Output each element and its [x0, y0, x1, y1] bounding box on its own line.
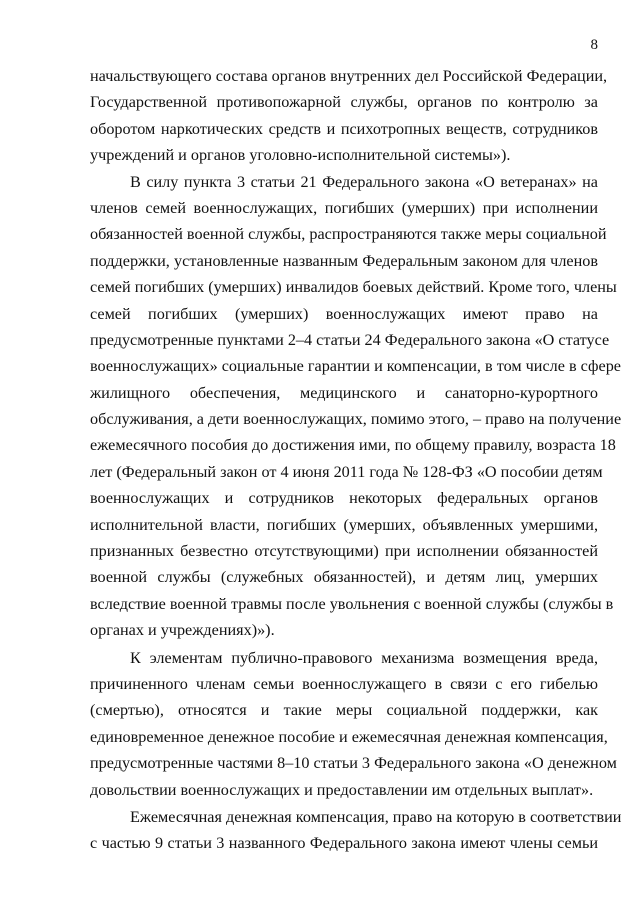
text-line: единовременное денежное пособие и ежемесячная денежная компенсация,	[90, 727, 608, 746]
text-line: лет (Федеральный закон от 4 июня 2011 года № 128-ФЗ «О пособии детям	[90, 462, 603, 481]
text-line: ежемесячного пособия до достижения ими, по общему правилу, возраста 18	[90, 436, 616, 455]
text-line: обязанностей военной службы, распространяются также меры социальной	[90, 225, 607, 244]
text-line: военнослужащих и сотрудников некоторых федеральных органов	[90, 489, 598, 508]
text-line: (смертью), относятся и такие меры социальной поддержки, как	[90, 701, 598, 720]
text-line: с частью 9 статьи 3 названного Федерального закона имеют члены семьи	[90, 834, 598, 853]
text-line: членов семей военнослужащих, погибших (умерших) при исполнении	[90, 198, 598, 217]
text-line: Ежемесячная денежная компенсация, право на которую в соответствии	[130, 807, 622, 826]
text-line: причиненного членам семьи военнослужащего в связи с его гибелью	[90, 674, 598, 693]
paragraph-1	[90, 63, 608, 169]
text-line: В силу пункта 3 статьи 21 Федерального закона «О ветеранах» на	[130, 172, 598, 191]
paragraph-4	[90, 804, 622, 857]
document-body	[90, 63, 622, 857]
text-line: предусмотренные пунктами 2–4 статьи 24 Федерального закона «О статусе	[90, 330, 610, 349]
text-line: учреждений и органов уголовно-исполнительной системы»).	[90, 146, 511, 165]
text-line: предусмотренные частями 8–10 статьи 3 Федерального закона «О денежном	[90, 754, 617, 773]
text-line: военнослужащих» социальные гарантии и компенсации, в том числе в сфере	[90, 357, 621, 376]
text-line: вследствие военной травмы после увольнения с военной службы (службы в	[90, 594, 614, 613]
text-line: исполнительной власти, погибших (умерших, объявленных умершими,	[90, 515, 598, 534]
text-line: довольствии военнослужащих и предоставлении им отдельных выплат».	[90, 780, 594, 799]
paragraph-3	[90, 645, 617, 803]
text-line: военной службы (служебных обязанностей), и детям лиц, умерших	[90, 568, 598, 587]
text-line: семей погибших (умерших) инвалидов боевых действий. Кроме того, члены	[90, 278, 617, 297]
text-line: начальствующего состава органов внутренних дел Российской Федерации,	[90, 67, 608, 85]
paragraph-2	[90, 169, 622, 644]
page-number: 8	[590, 37, 598, 53]
text-line: обслуживания, а дети военнослужащих, помимо этого, – право на получение	[90, 410, 622, 429]
text-line: семей погибших (умерших) военнослужащих имеют право на	[90, 304, 598, 323]
text-line: признанных безвестно отсутствующими) при исполнении обязанностей	[90, 542, 598, 561]
text-line: оборотом наркотических средств и психотропных веществ, сотрудников	[90, 119, 598, 138]
text-line: К элементам публично-правового механизма возмещения вреда,	[130, 648, 598, 667]
text-line: органах и учреждениях)»).	[90, 621, 275, 640]
text-line: поддержки, установленные названным Федеральным законом для членов	[90, 251, 598, 270]
text-line: жилищного обеспечения, медицинского и санаторно-курортного	[90, 383, 598, 402]
text-line: Государственной противопожарной службы, органов по контролю за	[90, 93, 598, 112]
